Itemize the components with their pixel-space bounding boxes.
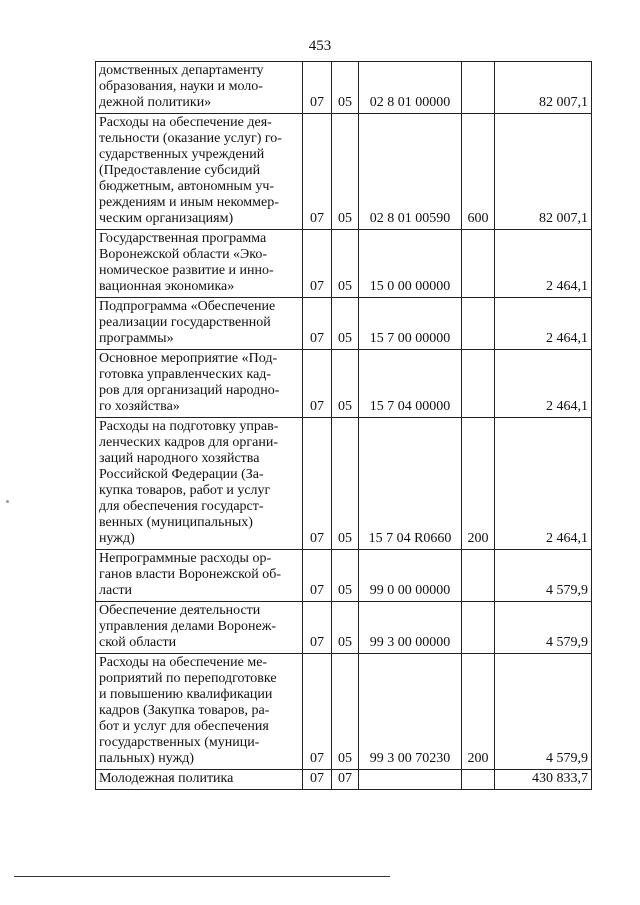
row-subsection: 07 bbox=[332, 770, 359, 790]
table-row bbox=[96, 550, 592, 602]
scan-speck bbox=[6, 500, 9, 503]
row-section: 07 bbox=[303, 350, 332, 418]
row-name: Основное мероприятие «Под- готовка управленческих кад- ров для организаций народно- го хозяйства» bbox=[96, 350, 303, 418]
table-row bbox=[96, 298, 592, 350]
table-row bbox=[96, 230, 592, 298]
table-row bbox=[96, 654, 592, 770]
table-row bbox=[96, 350, 592, 418]
row-name: Молодежная политика bbox=[96, 770, 303, 790]
row-target-code: 02 8 01 00590 bbox=[359, 114, 462, 230]
row-section: 07 bbox=[303, 62, 332, 114]
row-expense-type bbox=[462, 770, 495, 790]
row-subsection: 05 bbox=[332, 602, 359, 654]
row-amount: 82 007,1 bbox=[495, 62, 592, 114]
row-subsection: 05 bbox=[332, 654, 359, 770]
row-target-code bbox=[359, 770, 462, 790]
page-number: 453 bbox=[308, 38, 332, 54]
row-section: 07 bbox=[303, 770, 332, 790]
row-subsection: 05 bbox=[332, 298, 359, 350]
table-row bbox=[96, 770, 592, 790]
footer-rule bbox=[14, 876, 390, 877]
row-expense-type bbox=[462, 350, 495, 418]
table-row bbox=[96, 602, 592, 654]
row-subsection: 05 bbox=[332, 114, 359, 230]
row-subsection: 05 bbox=[332, 418, 359, 550]
row-name: домственных департаменту образования, науки и моло- дежной политики» bbox=[96, 62, 303, 114]
row-name: Государственная программа Воронежской области «Эко- номическое развитие и инно- вационная экономика» bbox=[96, 230, 303, 298]
row-amount: 2 464,1 bbox=[495, 298, 592, 350]
row-section: 07 bbox=[303, 418, 332, 550]
row-section: 07 bbox=[303, 654, 332, 770]
row-expense-type bbox=[462, 298, 495, 350]
row-expense-type: 200 bbox=[462, 418, 495, 550]
row-amount: 4 579,9 bbox=[495, 602, 592, 654]
row-subsection: 05 bbox=[332, 62, 359, 114]
row-amount: 2 464,1 bbox=[495, 350, 592, 418]
row-section: 07 bbox=[303, 298, 332, 350]
row-name: Расходы на подготовку управ- ленческих кадров для органи- заций народного хозяйства Российской Федерации (За- купка товаров, работ и услуг для обеспечения государст- венных (муниципальных) нужд) bbox=[96, 418, 303, 550]
row-name: Расходы на обеспечение ме- роприятий по переподготовке и повышению квалификации кадров (Закупка товаров, ра- бот и услуг для обеспечения государственных (муници- пальных) нужд) bbox=[96, 654, 303, 770]
budget-table bbox=[95, 61, 592, 790]
row-target-code: 15 7 04 R0660 bbox=[359, 418, 462, 550]
row-name: Обеспечение деятельности управления делами Воронеж- ской области bbox=[96, 602, 303, 654]
table-row bbox=[96, 114, 592, 230]
row-amount: 430 833,7 bbox=[495, 770, 592, 790]
row-expense-type: 200 bbox=[462, 654, 495, 770]
row-amount: 2 464,1 bbox=[495, 418, 592, 550]
row-name: Непрограммные расходы ор- ганов власти Воронежской об- ласти bbox=[96, 550, 303, 602]
row-name: Подпрограмма «Обеспечение реализации государственной программы» bbox=[96, 298, 303, 350]
row-expense-type: 600 bbox=[462, 114, 495, 230]
row-expense-type bbox=[462, 62, 495, 114]
row-target-code: 99 3 00 00000 bbox=[359, 602, 462, 654]
row-amount: 2 464,1 bbox=[495, 230, 592, 298]
row-subsection: 05 bbox=[332, 350, 359, 418]
row-subsection: 05 bbox=[332, 550, 359, 602]
row-target-code: 15 7 04 00000 bbox=[359, 350, 462, 418]
row-subsection: 05 bbox=[332, 230, 359, 298]
row-section: 07 bbox=[303, 550, 332, 602]
row-amount: 4 579,9 bbox=[495, 550, 592, 602]
row-target-code: 02 8 01 00000 bbox=[359, 62, 462, 114]
table-row bbox=[96, 62, 592, 114]
row-expense-type bbox=[462, 602, 495, 654]
row-target-code: 15 0 00 00000 bbox=[359, 230, 462, 298]
row-section: 07 bbox=[303, 114, 332, 230]
row-amount: 82 007,1 bbox=[495, 114, 592, 230]
row-amount: 4 579,9 bbox=[495, 654, 592, 770]
row-target-code: 99 3 00 70230 bbox=[359, 654, 462, 770]
row-section: 07 bbox=[303, 230, 332, 298]
row-target-code: 15 7 00 00000 bbox=[359, 298, 462, 350]
table-row bbox=[96, 418, 592, 550]
row-section: 07 bbox=[303, 602, 332, 654]
row-target-code: 99 0 00 00000 bbox=[359, 550, 462, 602]
row-name: Расходы на обеспечение дея- тельности (оказание услуг) го- сударственных учреждений (Предоставление субсидий бюджетным, автономным уч- реждениям и иным некоммер- ческим организациям) bbox=[96, 114, 303, 230]
row-expense-type bbox=[462, 550, 495, 602]
row-expense-type bbox=[462, 230, 495, 298]
